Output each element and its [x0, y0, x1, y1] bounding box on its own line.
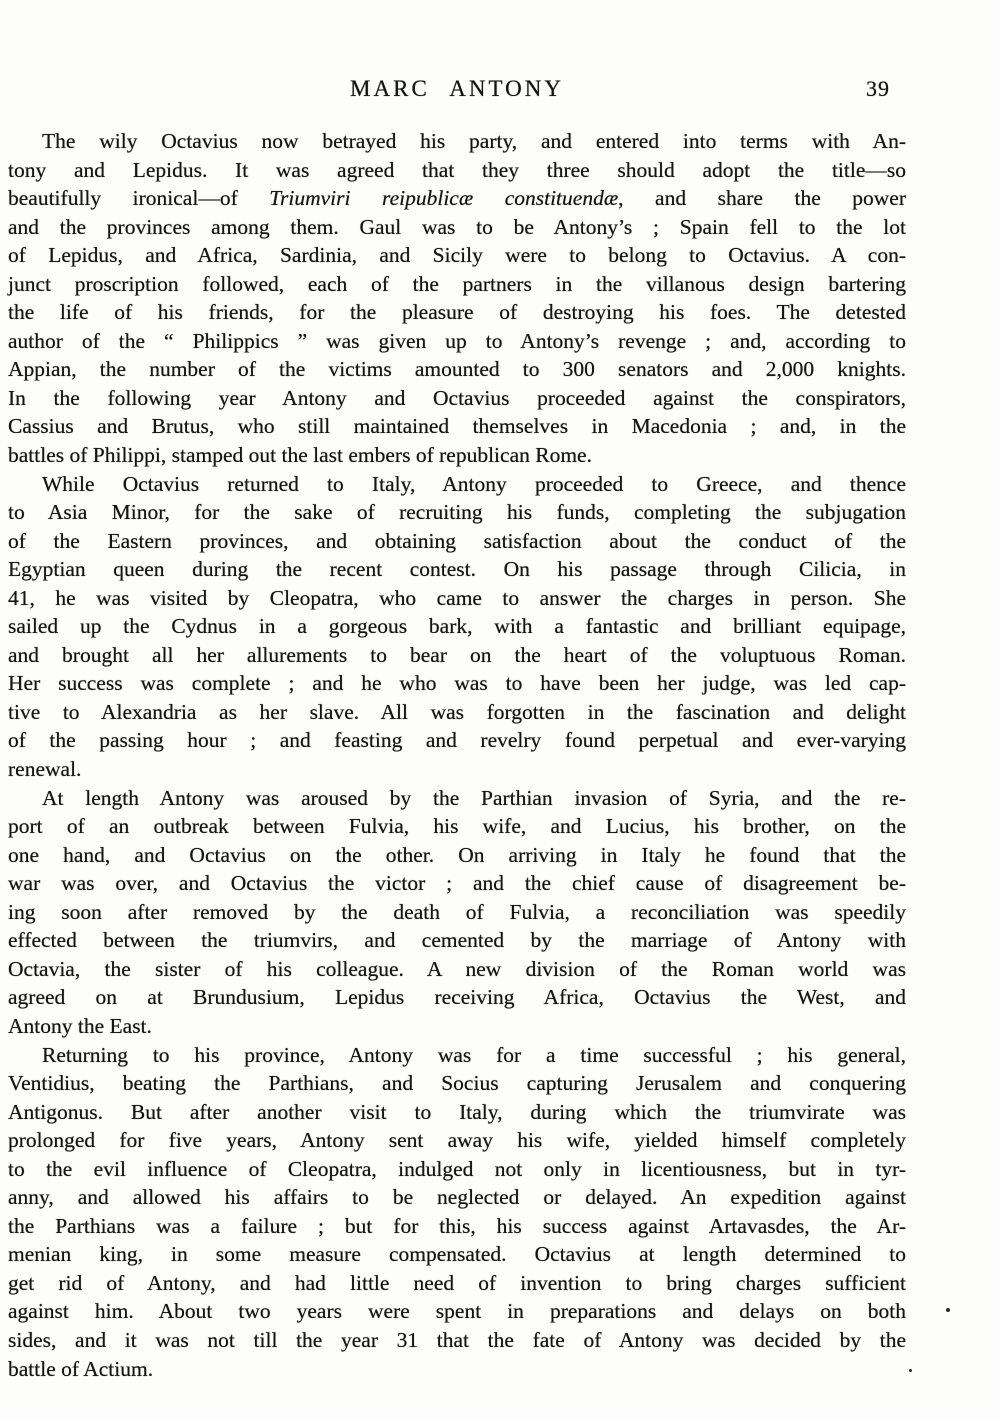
text-line: the life of his friends, for the pleasure of destroying his foes. The detested [8, 300, 906, 325]
paragraph [8, 1041, 906, 1384]
text-line: war was over, and Octavius the victor ; and the chief cause of disagreement be- [8, 871, 906, 896]
text-line: agreed on at Brundusium, Lepidus receiving Africa, Octavius the West, and [8, 985, 906, 1010]
text-line: Appian, the number of the victims amounted to 300 senators and 2,000 knights. [8, 357, 906, 382]
text-line: Egyptian queen during the recent contest. On his passage through Cilicia, in [8, 557, 906, 582]
text-line: port of an outbreak between Fulvia, his wife, and Lucius, his brother, on the [8, 814, 906, 839]
page-title: MARC ANTONY [350, 76, 564, 101]
text-line: battle of Actium. [8, 1356, 154, 1381]
paragraph [8, 470, 906, 784]
text-line: In the following year Antony and Octavius proceeded against the conspirators, [8, 385, 906, 410]
paragraph [8, 127, 906, 470]
text-line: prolonged for five years, Antony sent away his wife, yielded himself completely [8, 1128, 906, 1153]
text-body [8, 127, 906, 1383]
text-line: of Lepidus, and Africa, Sardinia, and Sicily were to belong to Octavius. A con- [8, 243, 906, 268]
text-line: against him. About two years were spent in preparations and delays on both [8, 1299, 906, 1324]
text-line: sailed up the Cydnus in a gorgeous bark, with a fantastic and brilliant equipage, [8, 614, 906, 639]
scan-speck [946, 1308, 950, 1312]
text-line: one hand, and Octavius on the other. On arriving in Italy he found that the [8, 842, 906, 867]
text-line: of the passing hour ; and feasting and revelry found perpetual and ever-varying [8, 728, 906, 753]
text-line: The wily Octavius now betrayed his party, and entered into terms with An- [42, 129, 906, 153]
text-line: to the evil influence of Cleopatra, indulged not only in licentiousness, but in tyr- [8, 1156, 906, 1181]
text-line: tony and Lepidus. It was agreed that they three should adopt the title—so [8, 157, 906, 182]
running-header [8, 76, 906, 106]
text-line: and the provinces among them. Gaul was to be Antony’s ; Spain fell to the lot [8, 214, 906, 239]
text-line: Antony the East. [8, 1013, 152, 1038]
text-line: Returning to his province, Antony was for a time successful ; his general, [42, 1042, 906, 1067]
text-line: Octavia, the sister of his colleague. A new division of the Roman world was [8, 956, 906, 981]
text-line: battles of Philippi, stamped out the last embers of republican Rome. [8, 443, 592, 468]
text-line: renewal. [8, 757, 82, 782]
text-line: to Asia Minor, for the sake of recruiting his funds, completing the subjugation [8, 500, 906, 525]
text-line: effected between the triumvirs, and cemented by the marriage of Antony with [8, 928, 906, 953]
text-line: tive to Alexandria as her slave. All was forgotten in the fascination and delight [8, 699, 906, 724]
text-line: 41, he was visited by Cleopatra, who came to answer the charges in person. She [8, 585, 906, 610]
text-line: beautifully ironical—of Triumviri reipublicæ constituendæ, and share the power [8, 186, 906, 211]
text-line: get rid of Antony, and had little need of invention to bring charges sufficient [8, 1270, 906, 1295]
text-line: author of the “ Philippics ” was given up to Antony’s revenge ; and, according to [8, 328, 906, 353]
scan-speck [909, 1369, 912, 1372]
text-line: anny, and allowed his affairs to be neglected or delayed. An expedition against [8, 1185, 906, 1210]
text-line: At length Antony was aroused by the Parthian invasion of Syria, and the re- [42, 785, 906, 810]
text-line: and brought all her allurements to bear on the heart of the voluptuous Roman. [8, 642, 906, 667]
text-line: While Octavius returned to Italy, Antony proceeded to Greece, and thence [42, 471, 906, 496]
page-number: 39 [866, 76, 890, 101]
text-line: Her success was complete ; and he who was to have been her judge, was led cap- [8, 671, 906, 696]
text-line: Cassius and Brutus, who still maintained themselves in Macedonia ; and, in the [8, 414, 906, 439]
text-line: Ventidius, beating the Parthians, and Socius capturing Jerusalem and conquering [8, 1071, 906, 1096]
text-line: of the Eastern provinces, and obtaining satisfaction about the conduct of the [8, 528, 906, 553]
text-line: ing soon after removed by the death of Fulvia, a reconciliation was speedily [8, 899, 906, 924]
text-line: menian king, in some measure compensated. Octavius at length determined to [8, 1242, 906, 1267]
text-line: Antigonus. But after another visit to Italy, during which the triumvirate was [8, 1099, 906, 1124]
text-line: junct proscription followed, each of the partners in the villanous design bartering [8, 271, 906, 296]
text-line: sides, and it was not till the year 31 that the fate of Antony was decided by the [8, 1327, 906, 1352]
paragraph [8, 784, 906, 1041]
text-line: the Parthians was a failure ; but for this, his success against Artavasdes, the Ar- [8, 1213, 906, 1238]
